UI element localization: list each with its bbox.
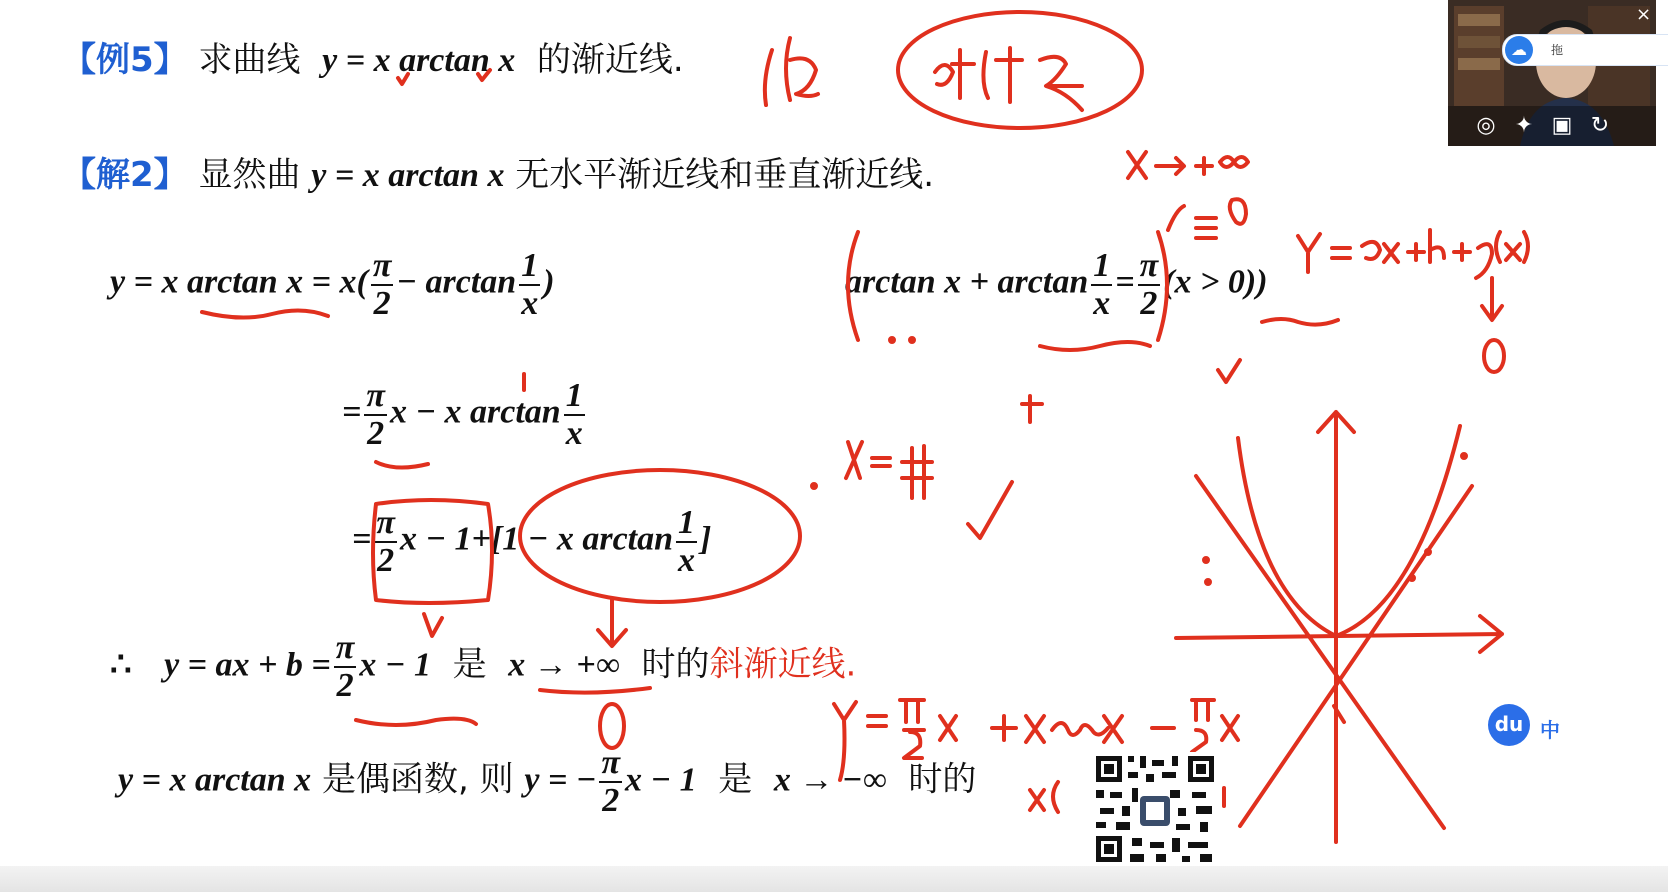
portrait-icon[interactable]: ▣ bbox=[1551, 113, 1573, 138]
step2-equation: = $\frac{\pi}{2}$ x − x arctan $\frac{1}{x}$ bbox=[342, 377, 583, 452]
step3-pi-over-2: $\frac{\pi}{2}$ bbox=[376, 504, 395, 579]
conclusion1-rest: x − 1 bbox=[359, 646, 431, 684]
step1-close: ) bbox=[543, 263, 555, 301]
ink-zero bbox=[1484, 340, 1504, 372]
oblique-asymptote-term: 斜渐近线. bbox=[709, 644, 857, 685]
solution-function: y = x arctan x bbox=[311, 157, 505, 194]
ink-dot bbox=[890, 338, 894, 342]
conclusion2-function: y = x arctan x bbox=[118, 761, 312, 799]
step1-lhs: y = x arctan x = x( bbox=[110, 263, 368, 301]
step2-middle: x − x arctan bbox=[389, 393, 561, 431]
ink-text-symmetry bbox=[935, 48, 1082, 110]
ink-y-axis bbox=[1318, 412, 1354, 842]
cloud-icon: ☁ bbox=[1505, 36, 1533, 64]
ink-dot bbox=[812, 484, 816, 488]
example-label: 【例5】 bbox=[62, 40, 188, 80]
identity-lhs: arctan x + arctan bbox=[845, 263, 1089, 301]
side-widget[interactable] bbox=[1488, 704, 1668, 750]
step3-linear-part: x − 1 bbox=[399, 520, 472, 558]
conclusion2-line bbox=[118, 745, 976, 818]
ink-parabola-curve bbox=[1238, 426, 1460, 636]
solution-line bbox=[62, 147, 934, 196]
solution-intro: 显然曲 bbox=[198, 155, 301, 195]
example-prompt: 求曲线 bbox=[198, 40, 301, 80]
cloud-widget[interactable] bbox=[1502, 34, 1668, 66]
webcam-close-button[interactable]: × bbox=[1636, 4, 1652, 25]
ink-y-equals-ax-b-gx bbox=[1298, 230, 1528, 278]
solution-suffix: 无水平渐近线和垂直渐近线. bbox=[515, 155, 935, 195]
example-function: y = x arctan x bbox=[322, 42, 516, 79]
identity-pi-over-2: $\frac{\pi}{2}$ bbox=[1139, 247, 1159, 322]
conclusion2-rest: x − 1 bbox=[625, 761, 697, 799]
ink-asymptote-line bbox=[1240, 486, 1472, 826]
ink-dot bbox=[1462, 454, 1466, 458]
ink-bottom-x bbox=[1030, 782, 1058, 812]
step2-pi-over-2: $\frac{\pi}{2}$ bbox=[366, 377, 385, 452]
therefore-symbol: ∴ bbox=[110, 646, 132, 684]
step3-remainder: [1 − x arctan bbox=[490, 520, 674, 558]
conclusion1-is: 是 bbox=[452, 644, 487, 685]
du-assistant-button[interactable]: du bbox=[1488, 704, 1530, 746]
conclusion1-line bbox=[110, 630, 856, 703]
identity-one-over-x: $\frac{1}{x}$ bbox=[1093, 247, 1111, 322]
ink-identically-zero bbox=[1168, 199, 1246, 238]
ink-down-arrow bbox=[1482, 278, 1502, 320]
ink-x-axis bbox=[1176, 616, 1502, 652]
screenshot-icon[interactable]: ◎ bbox=[1476, 113, 1496, 138]
step2-one-over-x: $\frac{1}{x}$ bbox=[565, 377, 583, 452]
input-language-indicator[interactable]: 中 bbox=[1540, 718, 1560, 742]
ink-x-to-plus-infinity bbox=[1128, 152, 1248, 178]
step1-one-over-x: $\frac{1}{x}$ bbox=[521, 247, 539, 322]
step3-equation: = $\frac{\pi}{2}$ x − 1+[1 − x arctan $\frac{1}{x}$ ] bbox=[352, 504, 712, 579]
step1-equation bbox=[110, 248, 555, 321]
ink-mark bbox=[1334, 706, 1344, 722]
ink-underline bbox=[376, 462, 428, 468]
conclusion2-is: 是 bbox=[718, 759, 753, 800]
qr-code-icon bbox=[1092, 752, 1218, 866]
conclusion2-text: 是偶函数, 则 bbox=[321, 759, 514, 800]
ink-underline bbox=[1262, 319, 1338, 325]
ink-dot bbox=[1410, 576, 1414, 580]
conclusion1-condition: x → +∞ bbox=[508, 646, 620, 684]
identity-condition: (x > 0)) bbox=[1163, 263, 1268, 301]
ink-dot bbox=[1426, 550, 1430, 554]
conclusion1-when: 时的 bbox=[641, 644, 710, 685]
conclusion1-pi-over-2: $\frac{\pi}{2}$ bbox=[335, 629, 355, 704]
conclusion2-condition: x → −∞ bbox=[773, 761, 887, 799]
arctan-identity: arctan x + arctan $\frac{1}{x}$ = $\frac{\pi}{2}$ (x > 0)) bbox=[845, 247, 1268, 322]
ink-zero-bottom bbox=[600, 704, 624, 748]
ink-asymptote-line bbox=[1196, 476, 1444, 828]
conclusion2-when: 时的 bbox=[908, 759, 977, 800]
conclusion2-pi-over-2: $\frac{\pi}{2}$ bbox=[601, 744, 621, 819]
step3-one-over-x: $\frac{1}{x}$ bbox=[678, 504, 696, 579]
step1-pi-over-2: $\frac{\pi}{2}$ bbox=[372, 247, 392, 322]
conclusion2-lhs: y = − bbox=[524, 761, 597, 799]
example-suffix: 的渐近线. bbox=[536, 40, 684, 80]
ink-underline bbox=[1040, 342, 1150, 350]
ink-char-even bbox=[765, 38, 818, 105]
bottom-bar bbox=[0, 866, 1668, 892]
ink-dot bbox=[1204, 558, 1208, 562]
ink-tick bbox=[1218, 360, 1240, 382]
ink-dot bbox=[1206, 580, 1210, 584]
ink-circle-symmetry bbox=[898, 12, 1142, 128]
ink-x-equals bbox=[846, 442, 932, 498]
ink-check bbox=[968, 482, 1012, 538]
webcam-overlay[interactable] bbox=[1448, 0, 1656, 146]
cloud-label: 拖 bbox=[1551, 43, 1564, 57]
solution-label: 【解2】 bbox=[62, 155, 188, 195]
example-line bbox=[62, 32, 684, 81]
conclusion1-lhs: y = ax + b = bbox=[164, 646, 331, 684]
magic-wand-icon[interactable]: ✦ bbox=[1514, 113, 1534, 138]
ink-underline bbox=[356, 719, 476, 725]
ink-dot bbox=[910, 338, 914, 342]
step1-minus-arctan: − arctan bbox=[396, 263, 517, 301]
rotate-icon[interactable]: ↻ bbox=[1590, 113, 1610, 138]
qr-code[interactable] bbox=[1092, 752, 1218, 866]
ink-plus bbox=[1022, 396, 1042, 422]
